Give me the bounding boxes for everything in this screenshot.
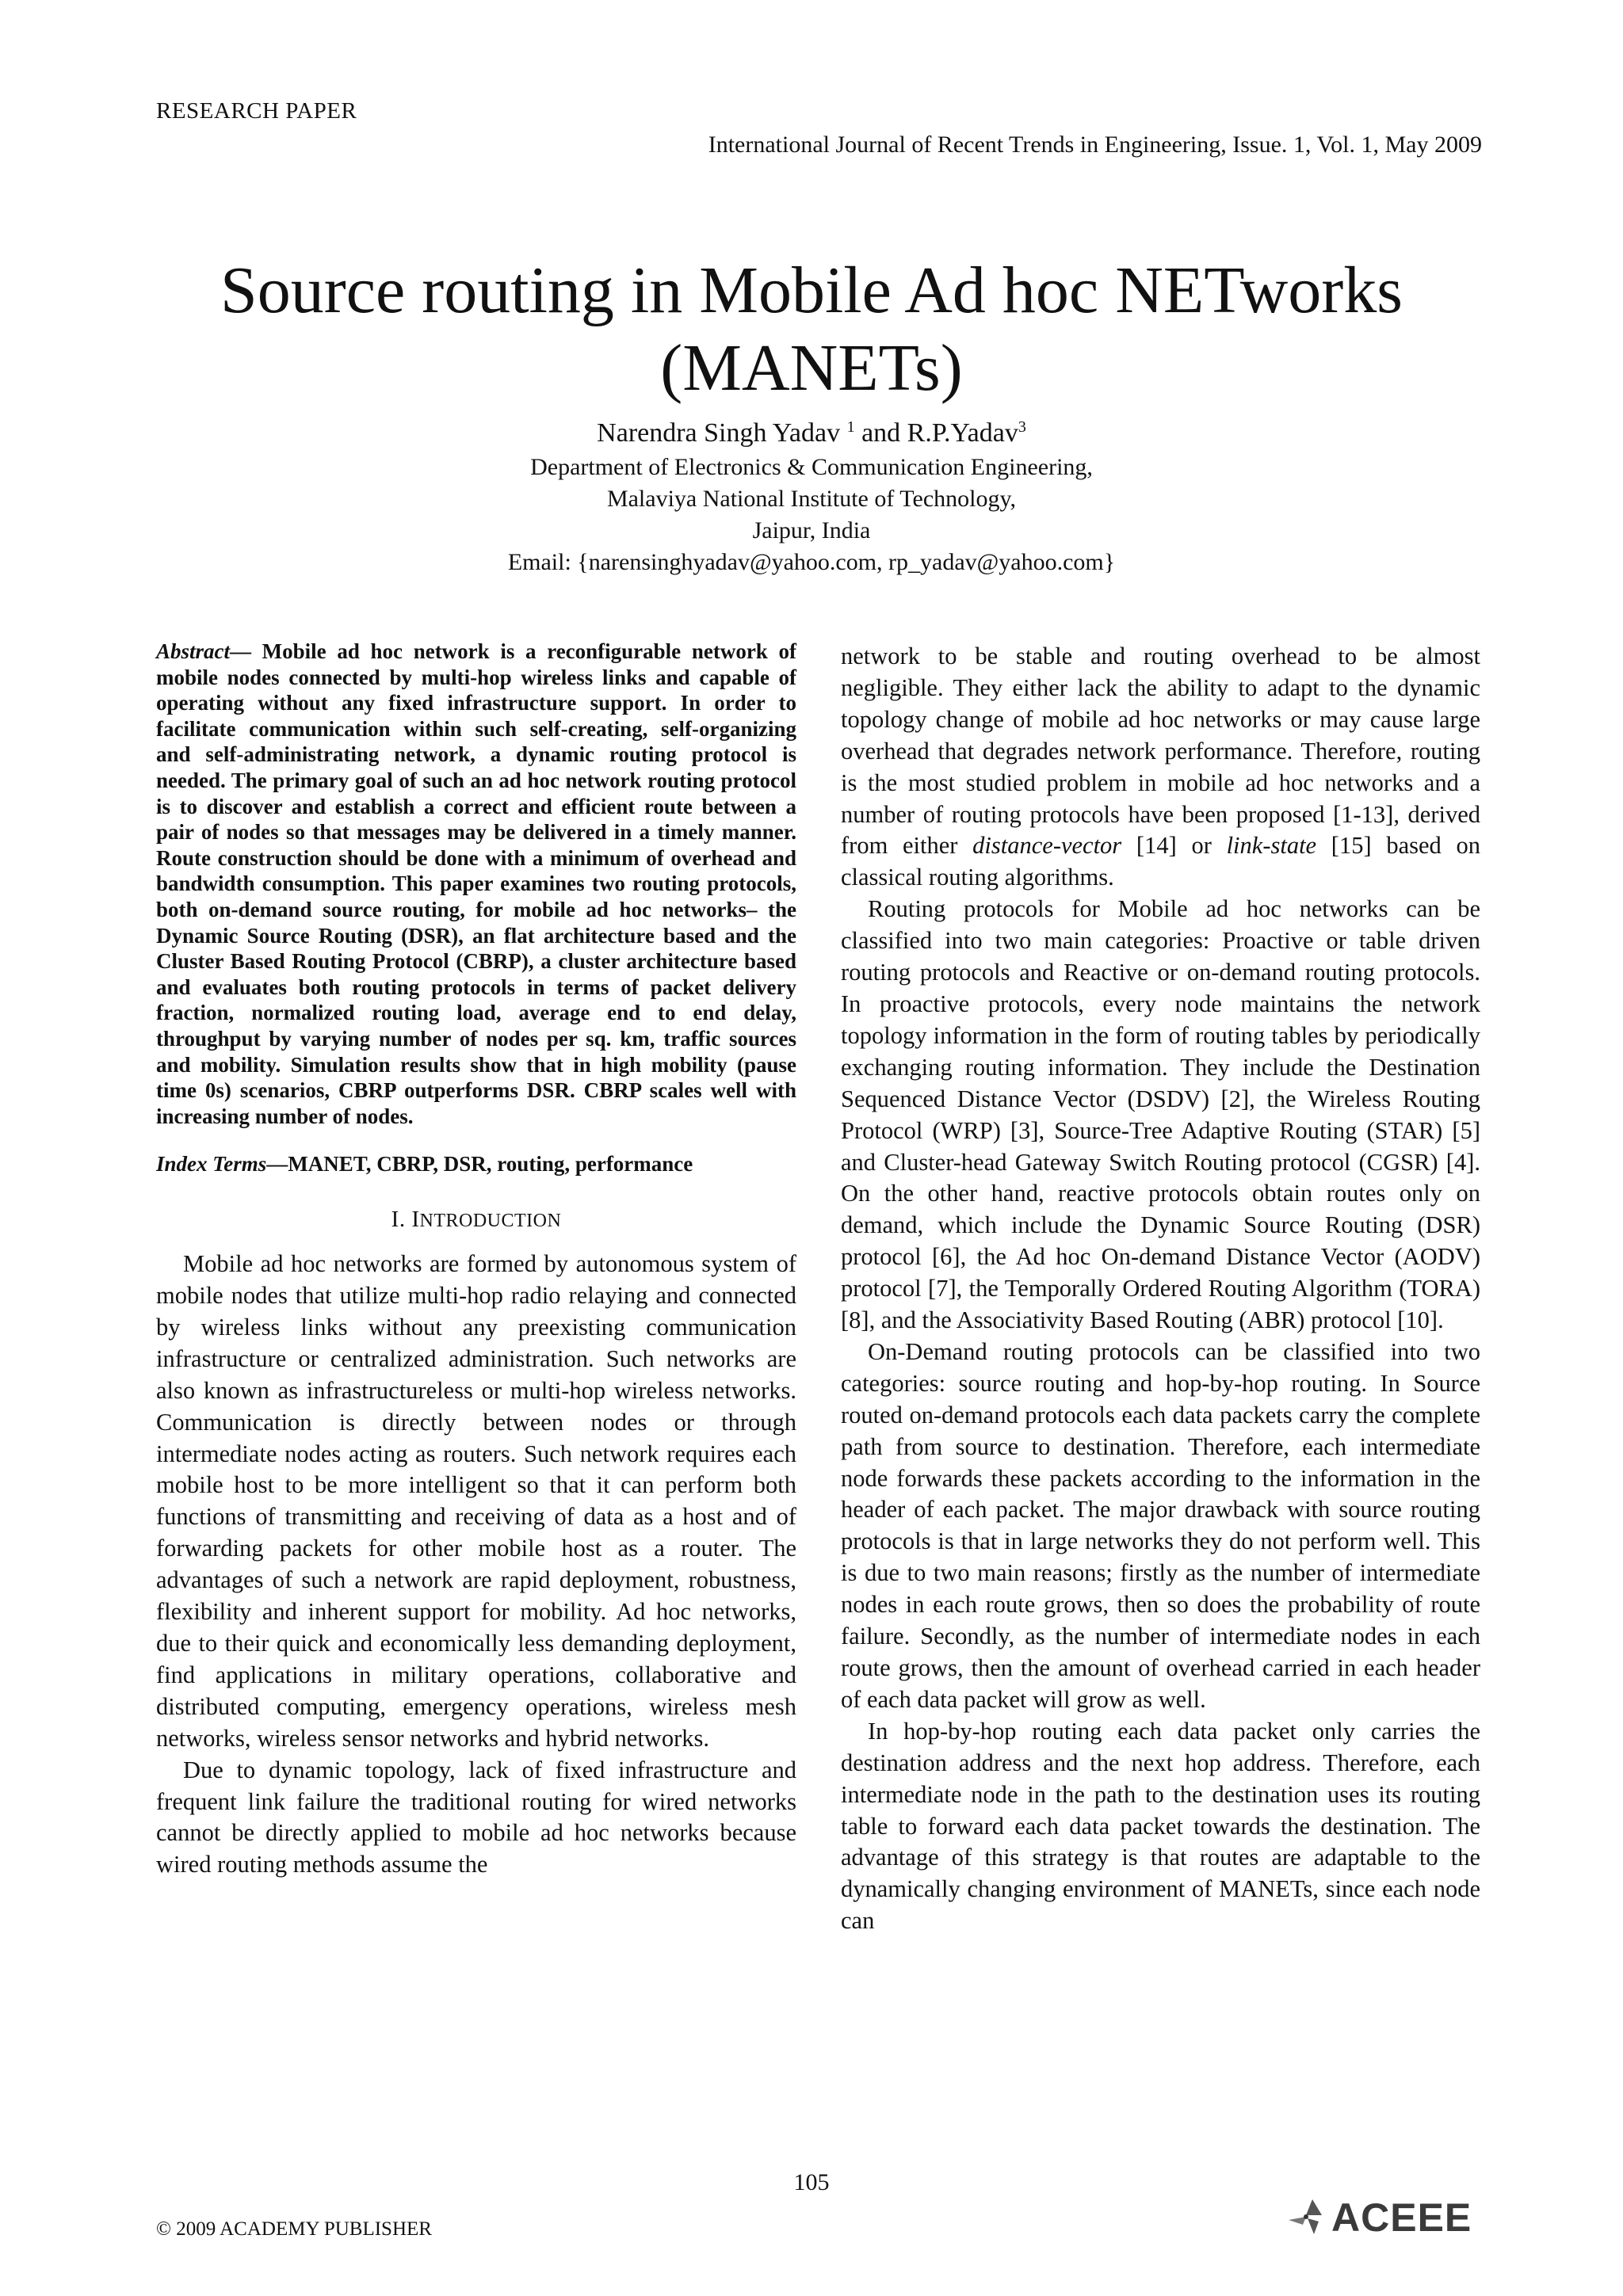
right-column	[841, 641, 1480, 1937]
author-line	[0, 418, 1623, 448]
abstract	[156, 639, 796, 1129]
term-link-state: link-state	[1226, 832, 1317, 860]
right-paragraph-2: Routing protocols for Mobile ad hoc networks can be classified into two main categories: Proactive or table driven routing protocols and Reactive or on-demand routing protocols. In proactive protocols, every node maintains the network topology information in the form of routing tables by periodically exchanging routing information. They include the Destination Sequenced Distance Vector (DSDV) [2], the Wireless Routing Protocol (WRP) [3], Source-Tree Adaptive Routing (STAR) [5] and Cluster-head Gateway Switch Routing protocol (CGSR) [4]. On the other hand, reactive protocols obtain routes only on demand, which include the Dynamic Source Routing (DSR) protocol [6], the Ad hoc On-demand Distance Vector (AODV) protocol [7], the Temporally Ordered Routing Algorithm (TORA) [8], and the Associativity Based Routing (ABR) protocol [10].	[841, 895, 1480, 1334]
abstract-heading: Abstract	[156, 639, 231, 663]
copyright-notice: © 2009 ACADEMY PUBLISHER	[156, 2218, 432, 2240]
right-paragraph-3: On-Demand routing protocols can be classified into two categories: source routing and hop-by-hop routing. In Source routed on-demand protocols each data packets carry the complete path from source to destination. Therefore, each intermediate node forwards these packets according to the information in the header of each packet. The major drawback with source routing protocols is that in large networks they do not perform well. This is due to two main reasons; firstly as the number of intermediate nodes in each route grows, then so does the probability of route failure. Secondly, as the number of intermediate nodes in each route grows, then the amount of overhead carried in each header of each data packet will grow as well.	[841, 1337, 1480, 1713]
section-numeral: I. I	[391, 1207, 420, 1233]
right-paragraph-1	[841, 641, 1480, 894]
publisher-logo	[1282, 2195, 1480, 2239]
paper-title-line-1: Source routing in Mobile Ad hoc NETworks	[220, 254, 1403, 327]
right-paragraph-1-part-a: network to be stable and routing overhead to be almost negligible. They either lack the ability to adapt to the dynamic topology change of mobile ad hoc networks or may cause large overhead that degrades network performance. Therefore, routing is the most studied problem in mobile ad hoc networks and a number of routing protocols have been proposed [1-13], derived from either	[841, 643, 1480, 860]
right-paragraph-4: In hop-by-hop routing each data packet only carries the destination address and the next hop address. Therefore, each intermediate node in the path to the destination uses its routing table to forward each data packet towards the destination. The advantage of this strategy is that routes are adaptable to the dynamically changing environment of MANETs, since each node can	[841, 1717, 1480, 1935]
author-1: Narendra Singh Yadav	[597, 418, 847, 448]
section-heading-introduction	[156, 1204, 796, 1238]
affiliation-location: Jaipur, India	[752, 517, 871, 543]
section-title: NTRODUCTION	[419, 1211, 562, 1232]
index-terms	[156, 1149, 796, 1180]
paper-title-line-2: (MANETs)	[660, 331, 963, 405]
term-distance-vector: distance-vector	[972, 832, 1122, 860]
paper-title	[0, 252, 1623, 407]
research-paper-label: RESEARCH PAPER	[156, 98, 357, 124]
index-terms-text: —MANET, CBRP, DSR, routing, performance	[266, 1152, 693, 1177]
affiliation-institute: Malaviya National Institute of Technology,	[606, 486, 1017, 512]
index-terms-heading: Index Terms	[156, 1152, 267, 1177]
left-column	[156, 639, 796, 1881]
intro-paragraph-2: Due to dynamic topology, lack of fixed infrastructure and frequent link failure the traditional routing for wired networks cannot be directly applied to mobile ad hoc networks because wired routing methods assume the	[156, 1756, 796, 1878]
right-paragraph-1-part-b: [14] or	[1121, 832, 1227, 860]
author-2-affiliation-mark: 3	[1018, 418, 1026, 436]
author-emails: Email: {narensinghyadav@yahoo.com, rp_yadav@yahoo.com}	[507, 549, 1116, 575]
aceee-logo-icon	[1282, 2195, 1330, 2239]
page-number: 105	[793, 2169, 830, 2195]
affiliation-department: Department of Electronics & Communication Engineering,	[530, 454, 1093, 480]
publisher-logo-text: ACEEE	[1331, 2195, 1472, 2240]
author-2: and R.P.Yadav	[854, 418, 1018, 448]
author-1-affiliation-mark: 1	[846, 418, 855, 436]
intro-paragraph-1: Mobile ad hoc networks are formed by autonomous system of mobile nodes that utilize multi-hop radio relaying and connected by wireless links without any preexisting communication infrastructure or centralized administration. Such networks are also known as infrastructureless or multi-hop wireless networks. Communication is directly between nodes or through intermediate nodes acting as routers. Such network requires each mobile host to be more intelligent so that it can perform both functions of transmitting and receiving of data as a host and of forwarding packets for other mobile host as a router. The advantages of such a network are rapid deployment, robustness, flexibility and inherent support for mobility. Ad hoc networks, due to their quick and economically less demanding deployment, find applications in military operations, collaborative and distributed computing, emergency operations, wireless mesh networks, wireless sensor networks and hybrid networks.	[156, 1250, 796, 1752]
journal-citation: International Journal of Recent Trends in Engineering, Issue. 1, Vol. 1, May 2009	[708, 132, 1482, 158]
abstract-text: — Mobile ad hoc network is a reconfigurable network of mobile nodes connected by multi-hop wireless links and capable of operating without any fixed infrastructure support. In order to facilitate communication within such self-creating, self-organizing and self-administrating network, a dynamic routing protocol is needed. The primary goal of such an ad hoc network routing protocol is to discover and establish a correct and efficient route between a pair of nodes so that messages may be delivered in a timely manner. Route construction should be done with a minimum of overhead and bandwidth consumption. This paper examines two routing protocols, both on-demand source routing, for mobile ad hoc networks– the Dynamic Source Routing (DSR), an flat architecture based and the Cluster Based Routing Protocol (CBRP), a cluster architecture based and evaluates both routing protocols in terms of packet delivery fraction, normalized routing load, average end to end delay, throughput by varying number of nodes per sq. km, traffic sources and mobility. Simulation results show that in high mobility (pause time 0s) scenarios, CBRP outperforms DSR. CBRP scales well with increasing number of nodes.	[156, 639, 796, 1128]
right-paragraph-1-part-c: [15] based on classical routing algorithms.	[841, 832, 1480, 891]
